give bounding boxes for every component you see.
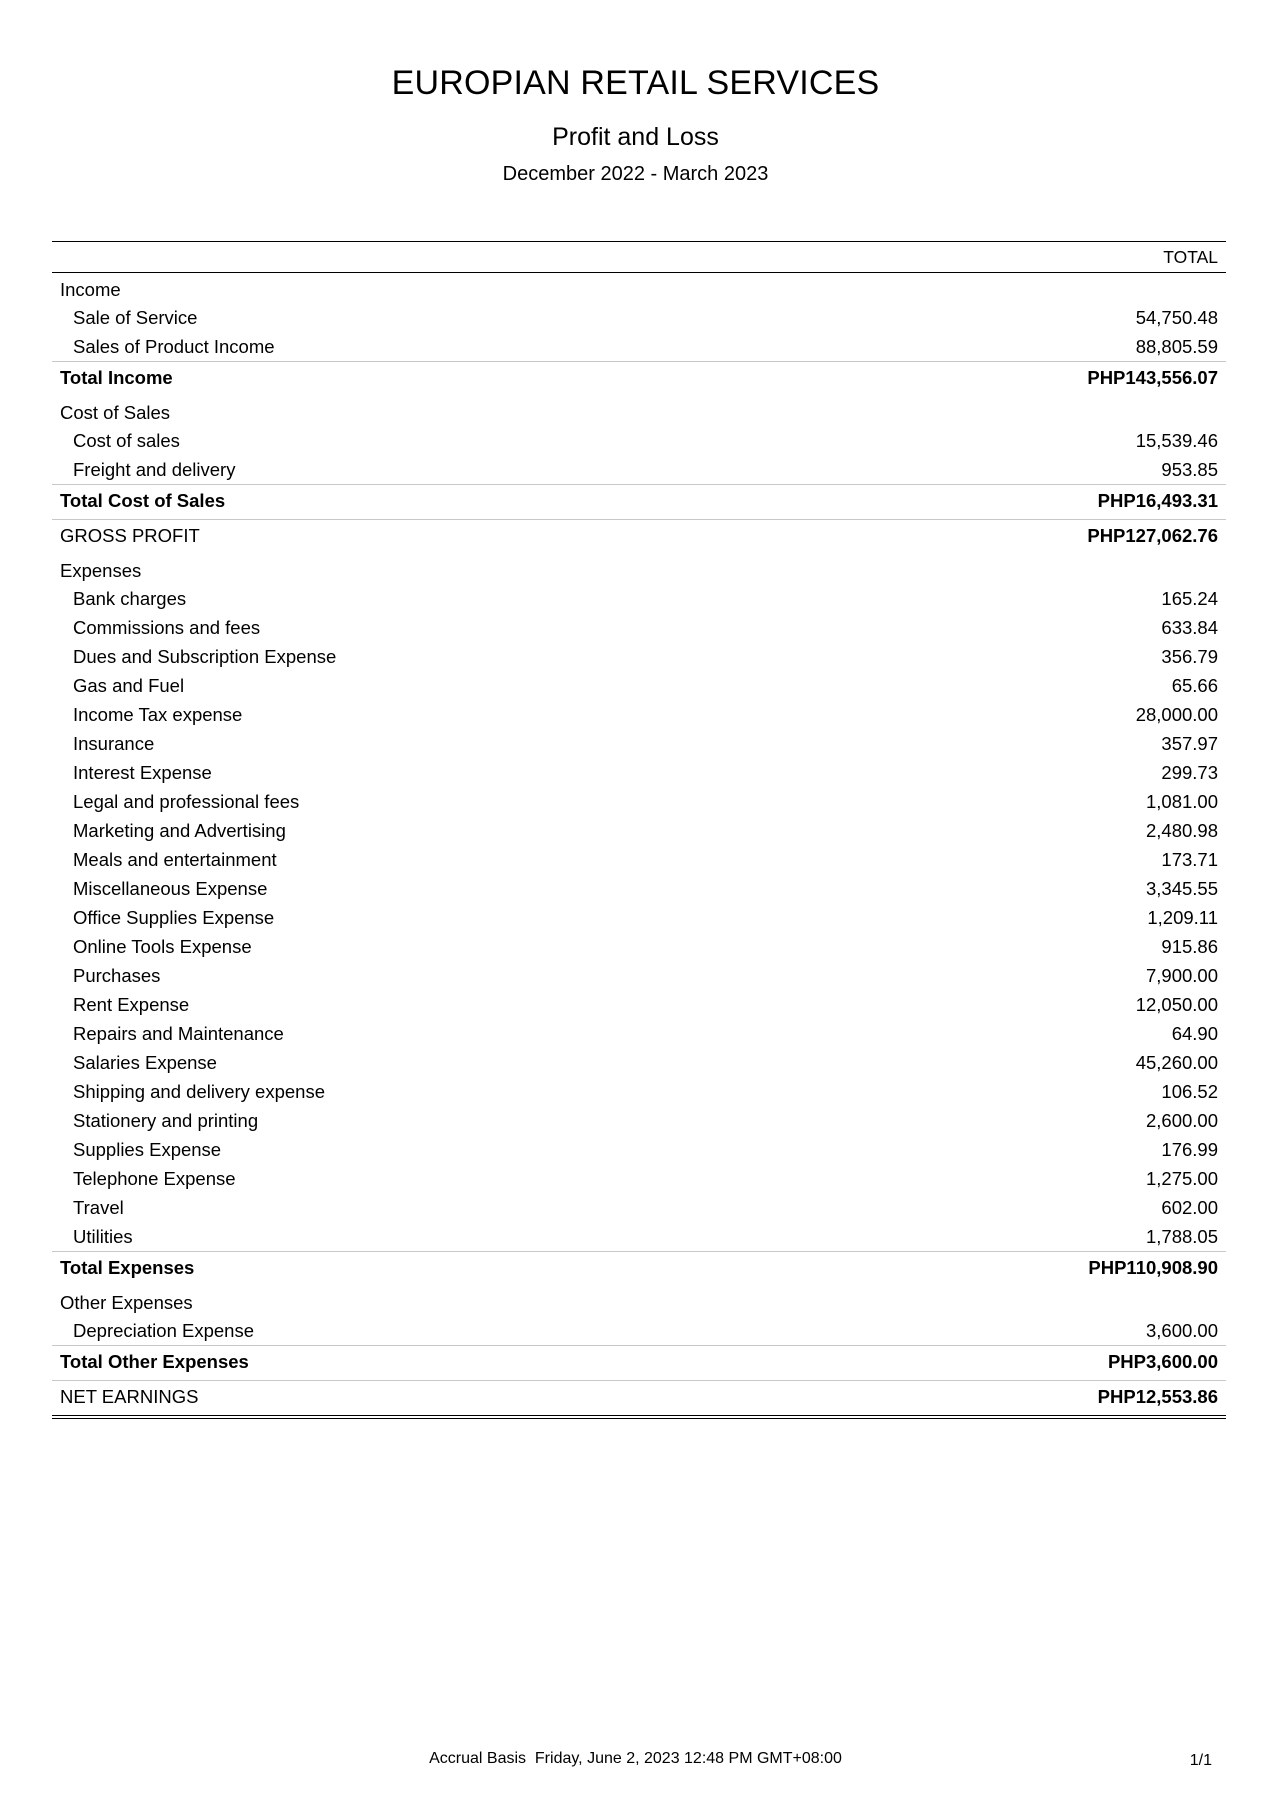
table-row [52,1077,1226,1106]
row-label: Income Tax expense [73,704,243,725]
table-row [52,787,1226,816]
total-other-expenses-label: Total Other Expenses [60,1351,249,1372]
row-amount: 1,081.00 [1145,791,1218,812]
gross-profit-label: GROSS PROFIT [60,525,200,546]
row-label: Freight and delivery [73,459,236,480]
row-label: Shipping and delivery expense [73,1081,325,1102]
row-label: Interest Expense [73,762,212,783]
row-amount: 3,600.00 [1145,1320,1218,1341]
row-amount: 357.97 [1161,733,1218,754]
total-cost-of-sales-amount: PHP16,493.31 [1097,490,1218,511]
row-amount: 633.84 [1161,617,1218,638]
gross-profit-row [52,519,1226,554]
row-amount: 299.73 [1161,762,1218,783]
total-cost-of-sales-label: Total Cost of Sales [60,490,226,511]
row-amount: 64.90 [1171,1023,1218,1044]
row-amount: 1,788.05 [1145,1226,1218,1247]
row-label: Repairs and Maintenance [73,1023,284,1044]
section-other-expenses-label: Other Expenses [60,1292,193,1313]
row-amount: 106.52 [1161,1081,1218,1102]
row-label: Dues and Subscription Expense [73,646,337,667]
row-amount: 28,000.00 [1135,704,1218,725]
row-label: Office Supplies Expense [73,907,275,928]
total-expenses-row [52,1251,1226,1286]
table-row [52,455,1226,484]
table-row [52,1164,1226,1193]
gross-profit-amount: PHP127,062.76 [1087,525,1218,546]
section-expenses-label: Expenses [60,560,142,581]
net-earnings-row [52,1380,1226,1419]
row-amount: 65.66 [1171,675,1218,696]
table-row [52,1193,1226,1222]
row-amount: 12,050.00 [1135,994,1218,1015]
table-row [52,642,1226,671]
row-amount: 88,805.59 [1135,336,1218,357]
row-label: Salaries Expense [73,1052,217,1073]
row-label: Online Tools Expense [73,936,252,957]
row-label: Meals and entertainment [73,849,277,870]
report-period: December 2022 - March 2023 [502,163,769,185]
company-name: EUROPIAN RETAIL SERVICES [391,64,880,102]
row-label: Supplies Expense [73,1139,222,1160]
table-row [52,671,1226,700]
table-row [52,903,1226,932]
table-row [52,932,1226,961]
row-amount: 176.99 [1161,1139,1218,1160]
table-row [52,1135,1226,1164]
row-amount: 165.24 [1161,588,1218,609]
row-label: Insurance [73,733,155,754]
row-amount: 356.79 [1161,646,1218,667]
table-row [52,1316,1226,1345]
total-expenses-amount: PHP110,908.90 [1088,1257,1218,1278]
column-header-total: TOTAL [52,242,1226,273]
row-amount: 54,750.48 [1135,307,1218,328]
total-other-expenses-row [52,1345,1226,1380]
row-label: Miscellaneous Expense [73,878,268,899]
row-label: Sales of Product Income [73,336,275,357]
row-label: Sale of Service [73,307,198,328]
row-amount: 1,275.00 [1145,1168,1218,1189]
row-amount: 45,260.00 [1135,1052,1218,1073]
report-title: Profit and Loss [552,123,719,151]
row-amount: 15,539.46 [1135,430,1218,451]
table-row [52,961,1226,990]
row-label: Stationery and printing [73,1110,259,1131]
table-row [52,1048,1226,1077]
total-other-expenses-amount: PHP3,600.00 [1107,1351,1218,1372]
net-earnings-amount: PHP12,553.86 [1097,1386,1218,1407]
table-row [52,426,1226,455]
row-amount: 602.00 [1161,1197,1218,1218]
table-row [52,845,1226,874]
table-row [52,990,1226,1019]
total-income-row [52,361,1226,396]
row-label: Depreciation Expense [73,1320,254,1341]
section-cost-of-sales-label: Cost of Sales [60,402,171,423]
row-label: Gas and Fuel [73,675,185,696]
row-label: Purchases [73,965,161,986]
total-income-amount: PHP143,556.07 [1087,367,1218,388]
net-earnings-label: NET EARNINGS [60,1386,199,1407]
table-row [52,700,1226,729]
table-row [52,1106,1226,1135]
table-row [52,874,1226,903]
table-row [52,613,1226,642]
profit-loss-table [52,241,1226,1419]
row-amount: 3,345.55 [1145,878,1218,899]
row-amount: 7,900.00 [1145,965,1218,986]
row-amount: 2,600.00 [1145,1110,1218,1131]
table-row [52,332,1226,361]
footer-page-number: 1/1 [1189,1752,1212,1769]
table-row [52,758,1226,787]
row-amount: 953.85 [1161,459,1218,480]
total-cost-of-sales-row [52,484,1226,519]
table-row [52,1019,1226,1048]
row-label: Marketing and Advertising [73,820,286,841]
row-amount: 2,480.98 [1145,820,1218,841]
row-label: Legal and professional fees [73,791,300,812]
row-label: Rent Expense [73,994,190,1015]
row-amount: 915.86 [1161,936,1218,957]
total-income-label: Total Income [60,367,173,388]
row-label: Utilities [73,1226,133,1247]
table-row [52,729,1226,758]
footer-basis-timestamp: Accrual Basis Friday, June 2, 2023 12:48 PM GMT+08:00 [429,1750,842,1767]
row-amount: 173.71 [1161,849,1218,870]
row-label: Cost of sales [73,430,180,451]
row-amount: 1,209.11 [1147,907,1218,928]
section-income-label: Income [60,279,121,300]
table-row [52,584,1226,613]
table-row [52,303,1226,332]
table-row [52,1222,1226,1251]
table-row [52,816,1226,845]
total-expenses-label: Total Expenses [60,1257,195,1278]
row-label: Commissions and fees [73,617,261,638]
row-label: Bank charges [73,588,187,609]
row-label: Travel [73,1197,124,1218]
row-label: Telephone Expense [73,1168,236,1189]
